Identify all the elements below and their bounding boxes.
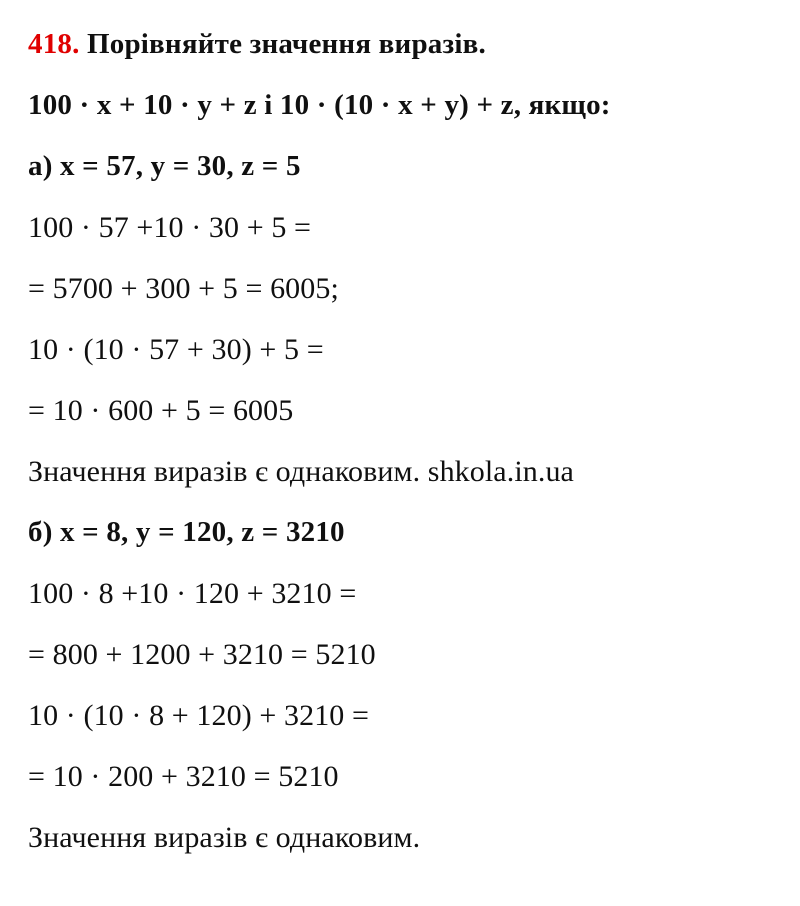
part-b-conclusion: Значення виразів є однаковим. bbox=[28, 821, 421, 854]
part-a-line-2: = 5700 + 300 + 5 = 6005; bbox=[28, 272, 339, 305]
exercise-title: Порівняйте значення виразів. bbox=[87, 28, 486, 60]
part-b-line-3: 10 · (10 · 8 + 120) + 3210 = bbox=[28, 699, 370, 732]
part-b-label: б) x = 8, y = 120, z = 3210 bbox=[28, 516, 345, 548]
exercise-heading bbox=[0, 14, 800, 75]
part-a-line-4: = 10 · 600 + 5 = 6005 bbox=[28, 394, 294, 427]
part-a-line-3: 10 · (10 · 57 + 30) + 5 = bbox=[28, 333, 324, 366]
part-a-conclusion: Значення виразів є однаковим. shkola.in.ua bbox=[28, 455, 574, 488]
exercise-expression: 100 · x + 10 · y + z і 10 · (10 · x + y) + z, якщо: bbox=[28, 89, 611, 121]
part-a-label: а) x = 57, y = 30, z = 5 bbox=[28, 150, 301, 182]
part-b-line-4: = 10 · 200 + 3210 = 5210 bbox=[28, 760, 339, 793]
exercise-number: 418. bbox=[28, 28, 80, 60]
part-b-line-2: = 800 + 1200 + 3210 = 5210 bbox=[28, 638, 376, 671]
part-b-line-1: 100 · 8 +10 · 120 + 3210 = bbox=[28, 577, 357, 610]
part-a-line-1: 100 · 57 +10 · 30 + 5 = bbox=[28, 211, 312, 244]
